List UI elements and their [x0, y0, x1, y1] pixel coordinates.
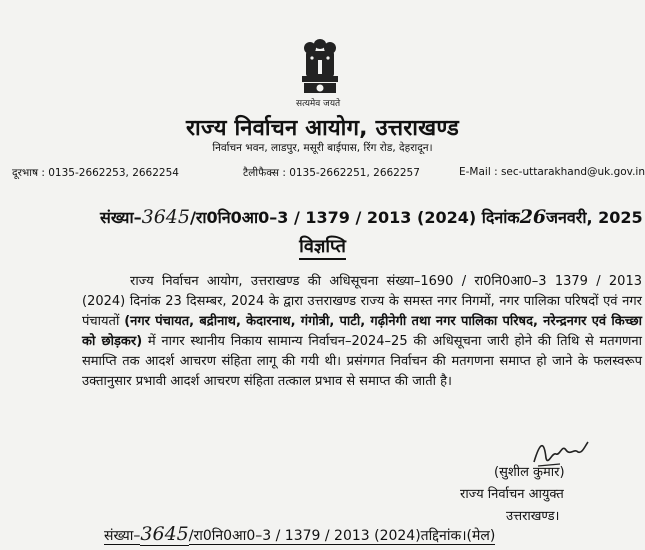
- handwritten-date: 26: [519, 206, 547, 228]
- organisation-address: निर्वाचन भवन, लाडपुर, मसूरी बाईपास, रिंग रोड, देहरादून।: [212, 142, 433, 154]
- reference-number: [100, 206, 643, 228]
- email-address: E-Mail : sec-uttarakhand@uk.gov.in: [459, 166, 645, 178]
- organisation-title: राज्य निर्वाचन आयोग, उत्तराखण्ड: [186, 116, 459, 141]
- fax-numbers: टैलीफैक्स : 0135-2662251, 2662257: [243, 167, 420, 179]
- reference-month-year: जनवरी, 2025: [546, 208, 643, 227]
- reference-rest: /रा0नि0आ0–3 / 1379 / 2013 (2024) दिनांक: [189, 208, 520, 227]
- handwritten-number: 3645: [141, 206, 190, 228]
- body-text-exclusions: (नगर पंचायत, बद्रीनाथ, केदारनाथ, गंगोत्री, पाटी, गढ़ीनेगी तथा नगर पालिका परिषद, नरेन्द्रनगर एवं किच्छा को छोड़कर): [82, 314, 642, 349]
- motto: सत्यमेव जयते: [296, 99, 341, 109]
- signatory-name: (सुशील कुमार): [494, 465, 565, 480]
- body-text-part1: राज्य निर्वाचन आयोग, उत्तराखण्ड की अधिसूचना संख्या–1690 / रा0नि0आ0–3 1379 / 2013 (2024) दिनांक 23 दिसम्बर, 2024 के द्वारा उत्तराखण्ड राज्य के समस्त नगर निगमों, नगर पालिका परिषदों एवं नगर पंचायतों: [82, 274, 642, 329]
- copy-handwritten-number: 3645: [140, 523, 189, 545]
- copy-reference-rest: /रा0नि0आ0–3 / 1379 / 2013 (2024)तद्दिनांक।(मेल): [188, 528, 496, 544]
- signatory-designation: राज्य निर्वाचन आयुक्त: [460, 487, 564, 502]
- phone-numbers: दूरभाष : 0135-2662253, 2662254: [12, 167, 179, 179]
- notice-body: [82, 272, 642, 392]
- body-text-part2: में नागर स्थानीय निकाय सामान्य निर्वाचन–2024–25 की अधिसूचना जारी होने की तिथि से मतगणना समाप्ति तक आदर्श आचरण संहिता लागू की गयी थी। प्रसंगगत निर्वाचन की मतगणना समाप्त हो जाने के फलस्वरूप उक्तानुसार प्रभावी आदर्श आचरण संहिता तत्काल प्रभाव से समाप्त की जाती है।: [82, 334, 642, 389]
- copy-reference-number: [104, 523, 495, 545]
- notice-heading: विज्ञप्ति: [0, 234, 645, 258]
- reference-prefix: संख्या–: [100, 208, 142, 227]
- signatory-state: उत्तराखण्ड।: [506, 509, 560, 524]
- copy-reference-prefix: संख्या–: [104, 528, 141, 544]
